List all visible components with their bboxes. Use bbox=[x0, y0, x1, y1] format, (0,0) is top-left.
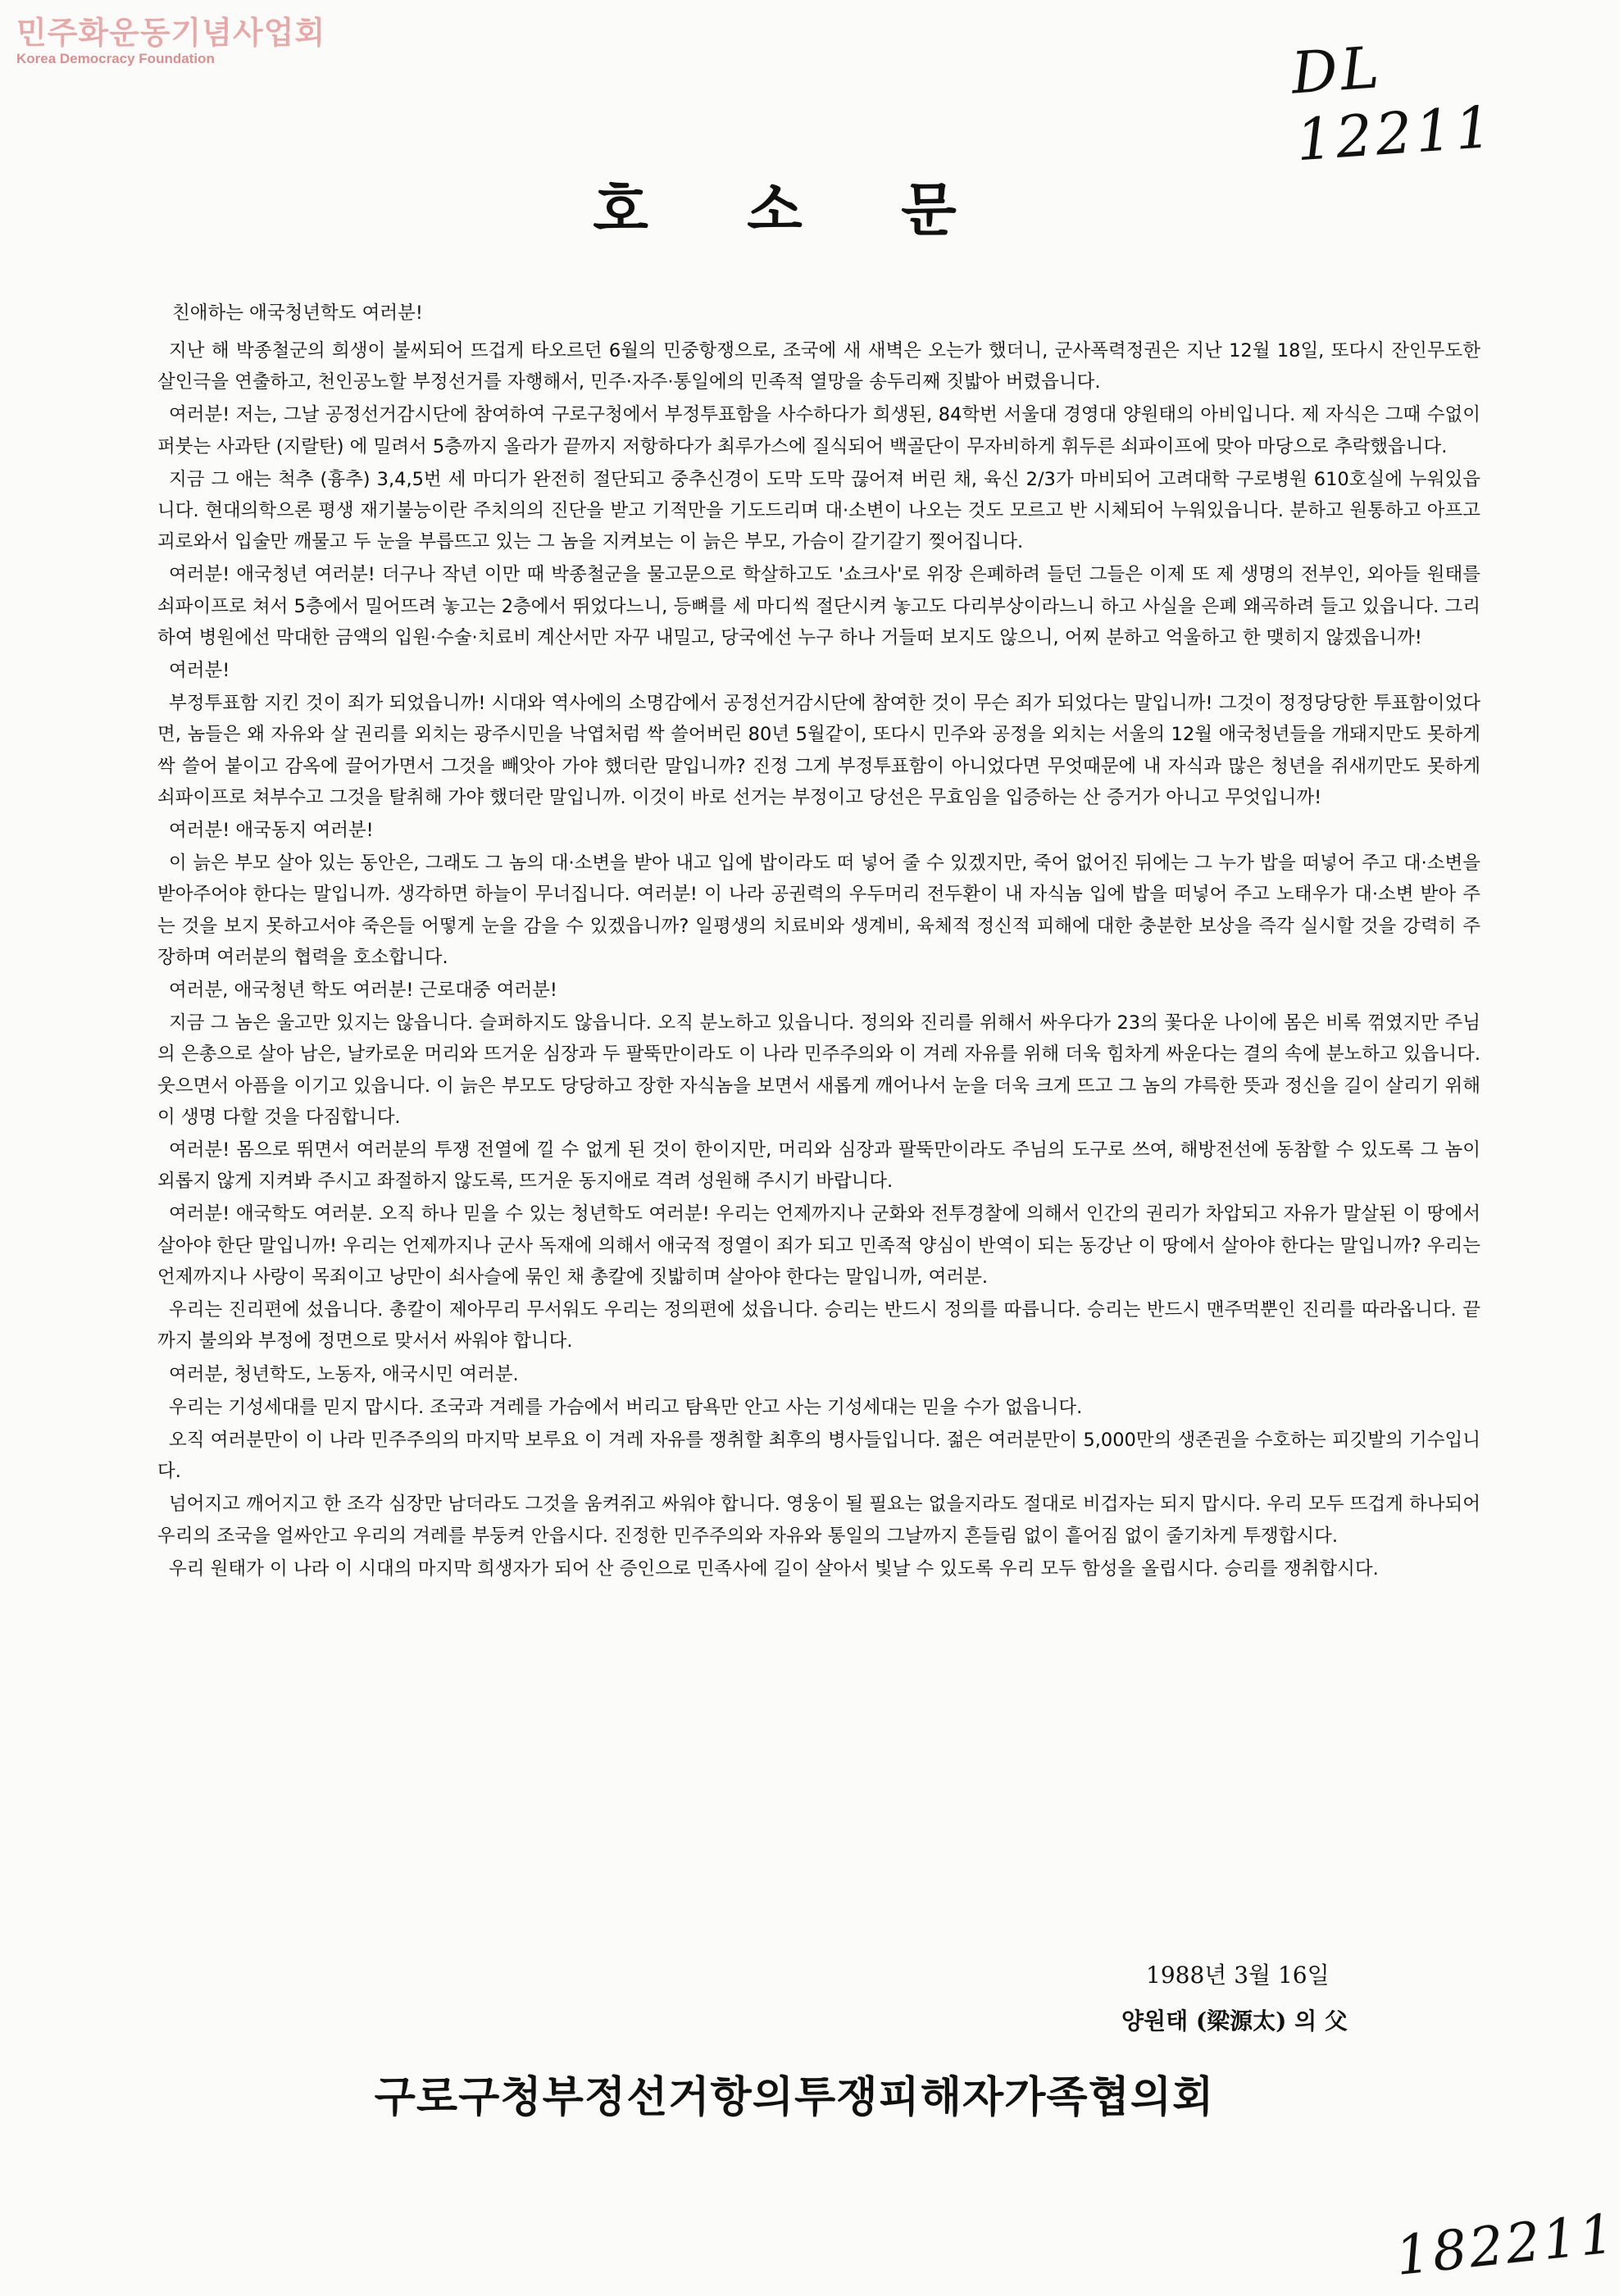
date-signature-block bbox=[1121, 1953, 1348, 2044]
paragraph: 여러분, 애국청년 학도 여러분! 근로대중 여러분! bbox=[169, 980, 557, 1002]
paragraph: 지금 그 놈은 울고만 있지는 않읍니다. 슬퍼하지도 않읍니다. 오직 분노하고 있읍니다. 정의와 진리를 위해서 싸우다가 23의 꽃다운 나이에 몸은 비록 꺾였지만 주님의 은총으로 살아 남은, 날카로운 머리와 뜨거운 심장과 두 팔뚝만이라도 이 나라 민주주의와 이 겨레 자유를 위해 더욱 힘차게 싸운다는 결의 속에 분노하고 있읍니다. 웃으면서 아픔을 이기고 있읍니다. 이 늙은 부모도 당당하고 장한 자식놈을 보면서 새롭게 깨어나서 눈을 더욱 크게 뜨고 그 놈의 갸륵한 뜻과 정신을 길이 살리기 위해 이 생명 다할 것을 다짐합니다. bbox=[157, 1012, 1480, 1128]
document-date: 1988년 3월 16일 bbox=[1146, 1962, 1330, 1989]
logo-korean-text: 민주화운동기념사업회 bbox=[16, 15, 326, 51]
paragraph: 여러분, 청년학도, 노동자, 애국시민 여러분. bbox=[169, 1363, 519, 1385]
paragraph: 넘어지고 깨어지고 한 조각 심장만 남더라도 그것을 움켜쥐고 싸워야 합니다. 영웅이 될 필요는 없을지라도 절대로 비겁자는 되지 맙시다. 우리 모두 뜨겁게 하나되어 우리의 조국을 얼싸안고 우리의 겨레를 부둥켜 안읍시다. 진정한 민주주의와 자유와 통일의 그날까지 흔들림 없이 흩어짐 없이 줄기차게 투쟁합시다. bbox=[157, 1494, 1480, 1547]
paragraph: 우리는 진리편에 섰읍니다. 총칼이 제아무리 무서워도 우리는 정의편에 섰읍니다. 승리는 반드시 정의를 따릅니다. 승리는 반드시 맨주먹뿐인 진리를 따라옵니다. 끝까지 불의와 부정에 정면으로 맞서서 싸워야 합니다. bbox=[157, 1299, 1480, 1353]
paragraph: 여러분! 애국동지 여러분! bbox=[169, 820, 374, 842]
paragraph: 여러분! 애국청년 여러분! 더구나 작년 이만 때 박종철군을 물고문으로 학살하고도 '쇼크사'로 위장 은폐하려 들던 그들은 이제 또 제 생명의 전부인, 외아들 원태를 쇠파이프로 쳐서 5층에서 밀어뜨려 놓고는 2층에서 뛰었다느니, 등뼈를 세 마디씩 절단시켜 놓고도 다리부상이라느니 하고 사실을 은폐 왜곡하려 들고 있읍니다. 그리하여 병원에선 막대한 금액의 입원·수술·치료비 계산서만 자꾸 내밀고, 당국에선 누구 하나 거들떠 보지도 않으니, 어찌 분하고 억울하고 한 맺히지 않겠읍니까! bbox=[157, 564, 1480, 648]
paragraph: 우리는 기성세대를 믿지 맙시다. 조국과 겨레를 가슴에서 버리고 탐욕만 안고 사는 기성세대는 믿을 수가 없읍니다. bbox=[169, 1396, 1083, 1418]
salutation: 친애하는 애국청년학도 여러분! bbox=[172, 302, 423, 324]
handwritten-archive-mark: DL 12211 bbox=[1289, 34, 1498, 175]
paragraph: 부정투표함 지킨 것이 죄가 되었읍니까! 시대와 역사에의 소명감에서 공정선거감시단에 참여한 것이 무슨 죄가 되었다는 말입니까! 그것이 정정당당한 투표함이었다면, 놈들은 왜 자유와 살 권리를 외치는 광주시민을 낙엽처럼 싹 쓸어버린 80년 5월같이, 또다시 민주와 공정을 외치는 서울의 12월 애국청년들을 개돼지만도 못하게 싹 쓸어 붙이고 감옥에 끌어가면서 그것을 빼앗아 가야 했더란 말입니까? 진정 그게 부정투표함이 아니었다면 무엇때문에 내 자식과 많은 청년을 쥐새끼만도 못하게 쇠파이프로 쳐부수고 그것을 탈취해 가야 했더란 말입니까. 이것이 바로 선거는 부정이고 당선은 무효임을 입증하는 산 증거가 아니고 무엇입니까! bbox=[157, 693, 1480, 808]
paragraph: 지난 해 박종철군의 희생이 불씨되어 뜨겁게 타오르던 6월의 민중항쟁으로, 조국에 새 새벽은 오는가 했더니, 군사폭력정권은 지난 12월 18일, 또다시 잔인무도한 살인극을 연출하고, 천인공노할 부정선거를 자행해서, 민주·자주·통일에의 민족적 열망을 송두리째 짓밟아 버렸읍니다. bbox=[157, 340, 1480, 393]
handwritten-number: 182211 bbox=[1392, 2202, 1619, 2288]
document-title: 호 소 문 bbox=[593, 175, 996, 243]
foundation-logo bbox=[16, 15, 325, 67]
paragraph: 여러분! 저는, 그날 공정선거감시단에 참여하여 구로구청에서 부정투표함을 사수하다가 희생된, 84학번 서울대 경영대 양원태의 아비입니다. 제 자식은 그때 수없이 퍼붓는 사과탄 (지랄탄) 에 밀려서 5층까지 올라가 끝까지 저항하다가 최루가스에 질식되어 백골단이 무자비하게 휘두른 쇠파이프에 맞아 마당으로 추락했읍니다. bbox=[157, 404, 1480, 457]
document-body bbox=[157, 295, 1480, 1586]
signature: 양원태 (梁源太) 의 父 bbox=[1121, 2007, 1348, 2035]
paragraph: 오직 여러분만이 이 나라 민주주의의 마지막 보루요 이 겨레 자유를 쟁취할 최후의 병사들입니다. 젊은 여러분만이 5,000만의 생존권을 수호하는 피깃발의 기수입니다. bbox=[157, 1429, 1480, 1483]
organization-name: 구로구청부정선거항의투쟁피해자가족협의회 bbox=[374, 2073, 1215, 2122]
paragraph: 여러분! bbox=[169, 660, 230, 682]
paragraph: 지금 그 애는 척추 (흉추) 3,4,5번 세 마디가 완전히 절단되고 중추신경이 도막 도막 끊어져 버린 채, 육신 2/3가 마비되어 고려대학 구로병원 610호실에 누워있읍니다. 현대의학으론 평생 재기불능이란 주치의의 진단을 받고 기적만을 기도드리며 대·소변이 나오는 것도 모르고 반 시체되어 누워있읍니다. 분하고 원통하고 아프고 괴로와서 입술만 깨물고 두 눈을 부릅뜨고 있는 그 놈을 지켜보는 이 늙은 부모, 가슴이 갈기갈기 찢어집니다. bbox=[157, 468, 1480, 553]
paragraph: 우리 원태가 이 나라 이 시대의 마지막 희생자가 되어 산 증인으로 민족사에 길이 살아서 빛날 수 있도록 우리 모두 함성을 올립시다. 승리를 쟁취합시다. bbox=[169, 1557, 1379, 1580]
paragraph: 이 늙은 부모 살아 있는 동안은, 그래도 그 놈의 대·소변을 받아 내고 입에 밥이라도 떠 넣어 줄 수 있겠지만, 죽어 없어진 뒤에는 그 누가 밥을 떠넣어 주고 대·소변을 받아주어야 한다는 말입니까. 생각하면 하늘이 무너집니다. 여러분! 이 나라 공권력의 우두머리 전두환이 내 자식놈 입에 밥을 떠넣어 주고 노태우가 대·소변 받아 주는 것을 보지 못하고서야 죽은들 어떻게 눈을 감을 수 있겠읍니까? 일평생의 치료비와 생계비, 육체적 정신적 피해에 대한 충분한 보상을 즉각 실시할 것을 강력히 주장하며 여러분의 협력을 호소합니다. bbox=[157, 852, 1480, 968]
paragraph: 여러분! 애국학도 여러분. 오직 하나 믿을 수 있는 청년학도 여러분! 우리는 언제까지나 군화와 전투경찰에 의해서 인간의 권리가 차압되고 자유가 말살된 이 땅에서 살아야 한단 말입니까! 우리는 언제까지나 군사 독재에 의해서 애국적 정열이 죄가 되고 민족적 양심이 반역이 되는 동강난 이 땅에서 살아야 한다는 말입니까? 우리는 언제까지나 사랑이 목죄이고 낭만이 쇠사슬에 묶인 채 총칼에 짓밟히며 살아야 한다는 말입니까, 여러분. bbox=[157, 1203, 1480, 1288]
logo-english-text: Korea Democracy Foundation bbox=[16, 51, 215, 66]
paragraph: 여러분! 몸으로 뛰면서 여러분의 투쟁 전열에 낄 수 없게 된 것이 한이지만, 머리와 심장과 팔뚝만이라도 주님의 도구로 쓰여, 해방전선에 동참할 수 있도록 그 놈이 외롭지 않게 지켜봐 주시고 좌절하지 않도록, 뜨거운 동지애로 격려 성원해 주시기 바랍니다. bbox=[157, 1139, 1480, 1193]
